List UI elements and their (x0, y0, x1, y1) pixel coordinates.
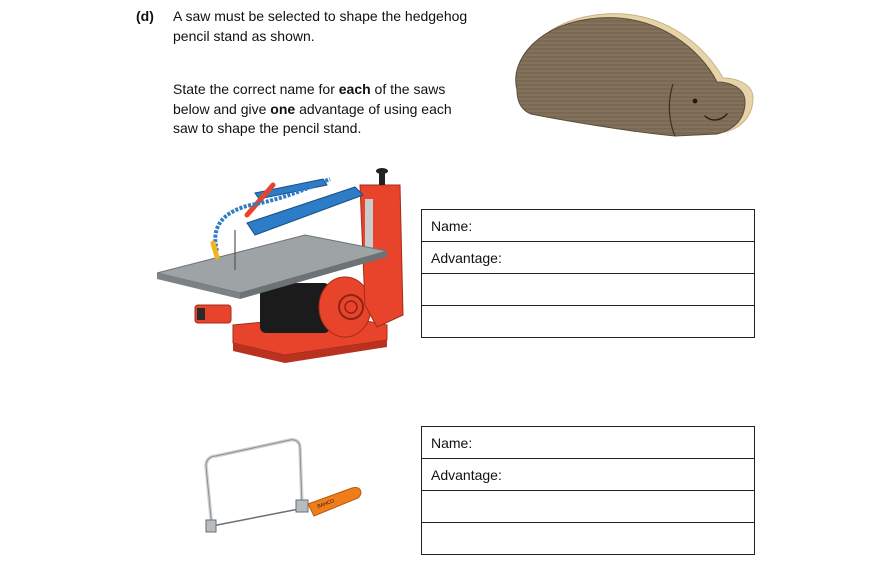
question-label: (d) (136, 8, 154, 24)
instruction-text: of the saws below and give (173, 81, 446, 117)
scroll-saw-answer-table (421, 209, 755, 338)
coping-saw-image (192, 436, 367, 544)
advantage-label: Advantage: (431, 249, 502, 266)
hedgehog-eye (693, 99, 698, 104)
question-instruction (173, 80, 473, 139)
scroll-saw-image (155, 165, 415, 380)
instruction-text: advantage of using each saw to shape the pencil stand. (173, 100, 452, 136)
coping-saw-answer-table (421, 426, 755, 555)
advantage-field[interactable] (422, 242, 755, 274)
answer-line[interactable] (422, 491, 755, 523)
emphasis-one: one (270, 100, 296, 117)
name-label: Name: (431, 217, 473, 234)
instruction-text: State the correct name for (173, 81, 339, 97)
advantage-label: Advantage: (431, 466, 502, 483)
emphasis-each: each (338, 81, 371, 97)
question-intro: A saw must be selected to shape the hedgehog pencil stand as shown. (173, 8, 468, 44)
hedgehog-pencil-stand-image (505, 6, 760, 141)
answer-line[interactable] (422, 523, 755, 555)
advantage-field[interactable] (422, 459, 755, 491)
name-field[interactable] (422, 427, 755, 459)
name-label: Name: (431, 434, 473, 451)
answer-line[interactable] (422, 274, 755, 306)
coping-saw-brand: BAHCO (316, 498, 336, 510)
answer-line[interactable] (422, 306, 755, 338)
name-field[interactable] (422, 210, 755, 242)
